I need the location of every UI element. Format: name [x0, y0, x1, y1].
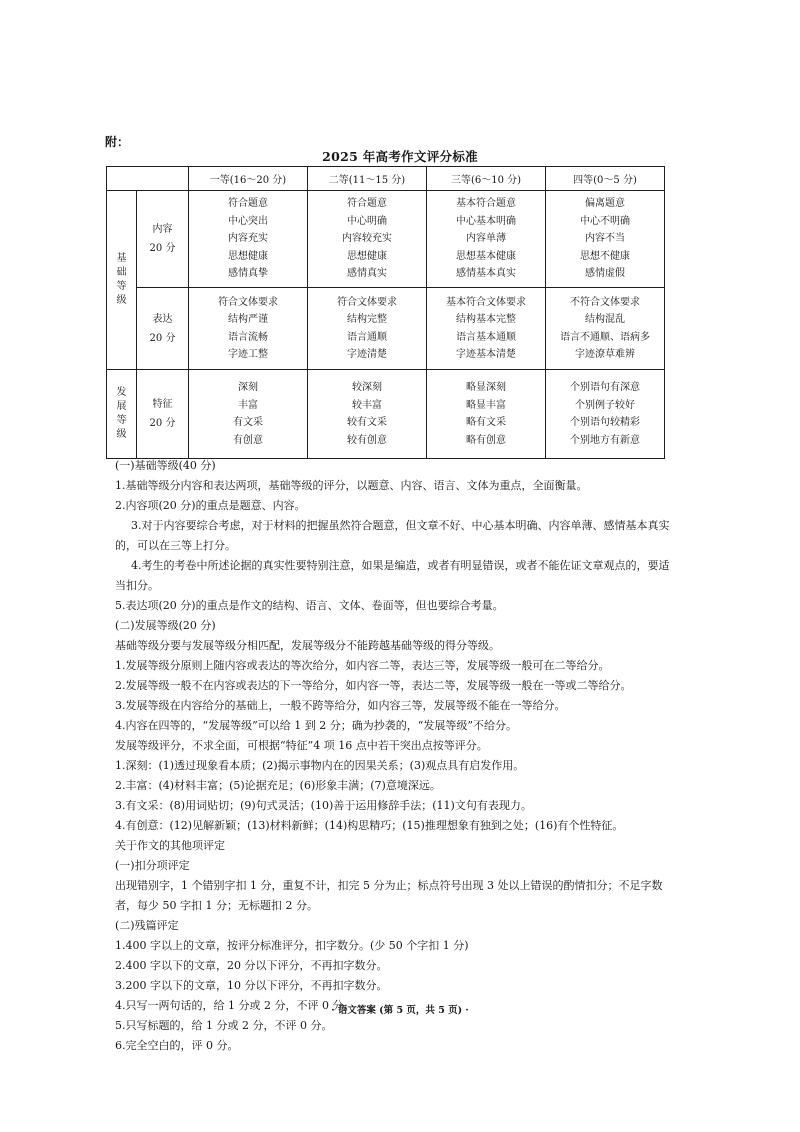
paragraph: 2.丰富：(4)材料丰富；(5)论据充足；(6)形象丰满；(7)意境深远。: [115, 779, 441, 792]
paragraph: 4.只写一两句话的，给 1 分或 2 分，不评 0 分。: [115, 999, 355, 1012]
table-row-expression: [107, 288, 665, 370]
paragraph: 1.发展等级分原则上随内容或表达的等次给分，如内容二等，表达三等，发展等级一般可在二等给分。: [115, 659, 610, 672]
table-cell: 不符合文体要求 结构混乱 语言不通顺、语病多 字迹潦草难辨: [546, 288, 665, 370]
appendix-label: 附：: [105, 135, 130, 149]
section-heading-basic: (一)基础等级(40 分): [115, 459, 216, 472]
category-features: 特征 20 分: [137, 370, 189, 459]
development-level-label: 发 展 等 级: [107, 370, 137, 459]
paragraph: 4.内容在四等的，“发展等级”可以给 1 到 2 分；确为抄袭的，“发展等级”不给分。: [115, 719, 517, 732]
header-blank-cell: [107, 167, 189, 191]
page-title: 2025 年高考作文评分标准: [322, 149, 478, 164]
paragraph: 3.有文采：(8)用词贴切；(9)句式灵活；(10)善于运用修辞手法；(11)文句有表现力。: [115, 799, 532, 812]
body-text: [115, 456, 670, 1056]
paragraph: 4.有创意：(12)见解新颖；(13)材料新鲜；(14)构思精巧；(15)推理想象有独到之处；(16)有个性特征。: [115, 819, 624, 832]
paragraph: 出现错别字，1 个错别字扣 1 分，重复不计，扣完 5 分为止；标点符号出现 3 处以上错误的酌情扣分；不足字数者，每少 50 字扣 1 分；无标题扣 2 分。: [115, 879, 663, 912]
paragraph: 1.400 字以上的文章，按评分标准评分，扣字数分。(少 50 个字扣 1 分): [115, 939, 469, 952]
category-expression: 表达 20 分: [137, 288, 189, 370]
table-cell: 符合题意 中心突出 内容充实 思想健康 感情真挚: [189, 191, 308, 288]
paragraph: 3.对于内容要综合考虑，对于材料的把握虽然符合题意，但文章不好、中心基本明确、内容单薄、感情基本真实的，可以在三等上打分。: [115, 519, 670, 552]
table-cell: 个别语句有深意 个别例子较好 个别语句较精彩 个别地方有新意: [546, 370, 665, 459]
basic-level-label: 基 础 等 级: [107, 191, 137, 370]
paragraph: 2.400 字以下的文章，20 分以下评分，不再扣字数分。: [115, 959, 388, 972]
paragraph: 2.发展等级一般不在内容或表达的下一等给分，如内容一等，表达二等，发展等级一般在一等或二等给分。: [115, 679, 632, 692]
header-grade-3: 三等(6～10 分): [427, 167, 546, 191]
paragraph: 2.内容项(20 分)的重点是题意、内容。: [115, 499, 306, 512]
table-cell: 符合文体要求 结构严谨 语言流畅 字迹工整: [189, 288, 308, 370]
paragraph: 发展等级评分，不求全面，可根据“特征”4 项 16 点中若干突出点按等评分。: [115, 739, 488, 752]
header-grade-4: 四等(0～5 分): [546, 167, 665, 191]
paragraph: 基础等级分要与发展等级分相匹配，发展等级分不能跨越基础等级的得分等级。: [115, 639, 500, 652]
header-grade-2: 二等(11～15 分): [308, 167, 427, 191]
table-cell: 基本符合文体要求 结构基本完整 语言基本通顺 字迹基本清楚: [427, 288, 546, 370]
table-cell: 偏离题意 中心不明确 内容不当 思想不健康 感情虚假: [546, 191, 665, 288]
scoring-table: [106, 166, 665, 459]
section-heading-other: 关于作文的其他项评定: [115, 839, 225, 852]
table-cell: 较深刻 较丰富 较有文采 较有创意: [308, 370, 427, 459]
category-content: 内容 20 分: [137, 191, 189, 288]
table-row-content: [107, 191, 665, 288]
paragraph: 5.表达项(20 分)的重点是作文的结构、语言、文体、卷面等，但也要综合考量。: [115, 599, 504, 612]
paragraph: 3.200 字以下的文章，10 分以下评分，不再扣字数分。: [115, 979, 388, 992]
table-cell: 符合文体要求 结构完整 语言通顺 字迹清楚: [308, 288, 427, 370]
paragraph: 3.发展等级在内容给分的基础上，一般不跨等给分，如内容三等，发展等级不能在一等给分。: [115, 699, 566, 712]
section-heading-development: (二)发展等级(20 分): [115, 619, 216, 632]
section-heading-incomplete: (二)残篇评定: [115, 919, 179, 932]
section-heading-deduction: (一)扣分项评定: [115, 859, 190, 872]
page-footer: · 语文答案 (第 5 页，共 5 页) ·: [331, 1005, 469, 1016]
paragraph: 4.考生的考卷中所述论据的真实性要特别注意，如果是编造，或者有明显错误，或者不能佐证文章观点的，要适当扣分。: [115, 559, 670, 592]
table-row-features: [107, 370, 665, 459]
table-cell: 深刻 丰富 有文采 有创意: [189, 370, 308, 459]
table-cell: 符合题意 中心明确 内容较充实 思想健康 感情真实: [308, 191, 427, 288]
paragraph: 1.深刻：(1)透过现象看本质；(2)揭示事物内在的因果关系；(3)观点具有启发作用。: [115, 759, 525, 772]
table-cell: 略显深刻 略显丰富 略有文采 略有创意: [427, 370, 546, 459]
paragraph: 1.基础等级分内容和表达两项，基础等级的评分，以题意、内容、语言、文体为重点，全面衡量。: [115, 479, 588, 492]
paragraph: 5.只写标题的，给 1 分或 2 分，不评 0 分。: [115, 1019, 333, 1032]
header-grade-1: 一等(16～20 分): [189, 167, 308, 191]
table-header-row: [107, 167, 665, 191]
table-cell: 基本符合题意 中心基本明确 内容单薄 思想基本健康 感情基本真实: [427, 191, 546, 288]
paragraph: 6.完全空白的，评 0 分。: [115, 1039, 239, 1052]
